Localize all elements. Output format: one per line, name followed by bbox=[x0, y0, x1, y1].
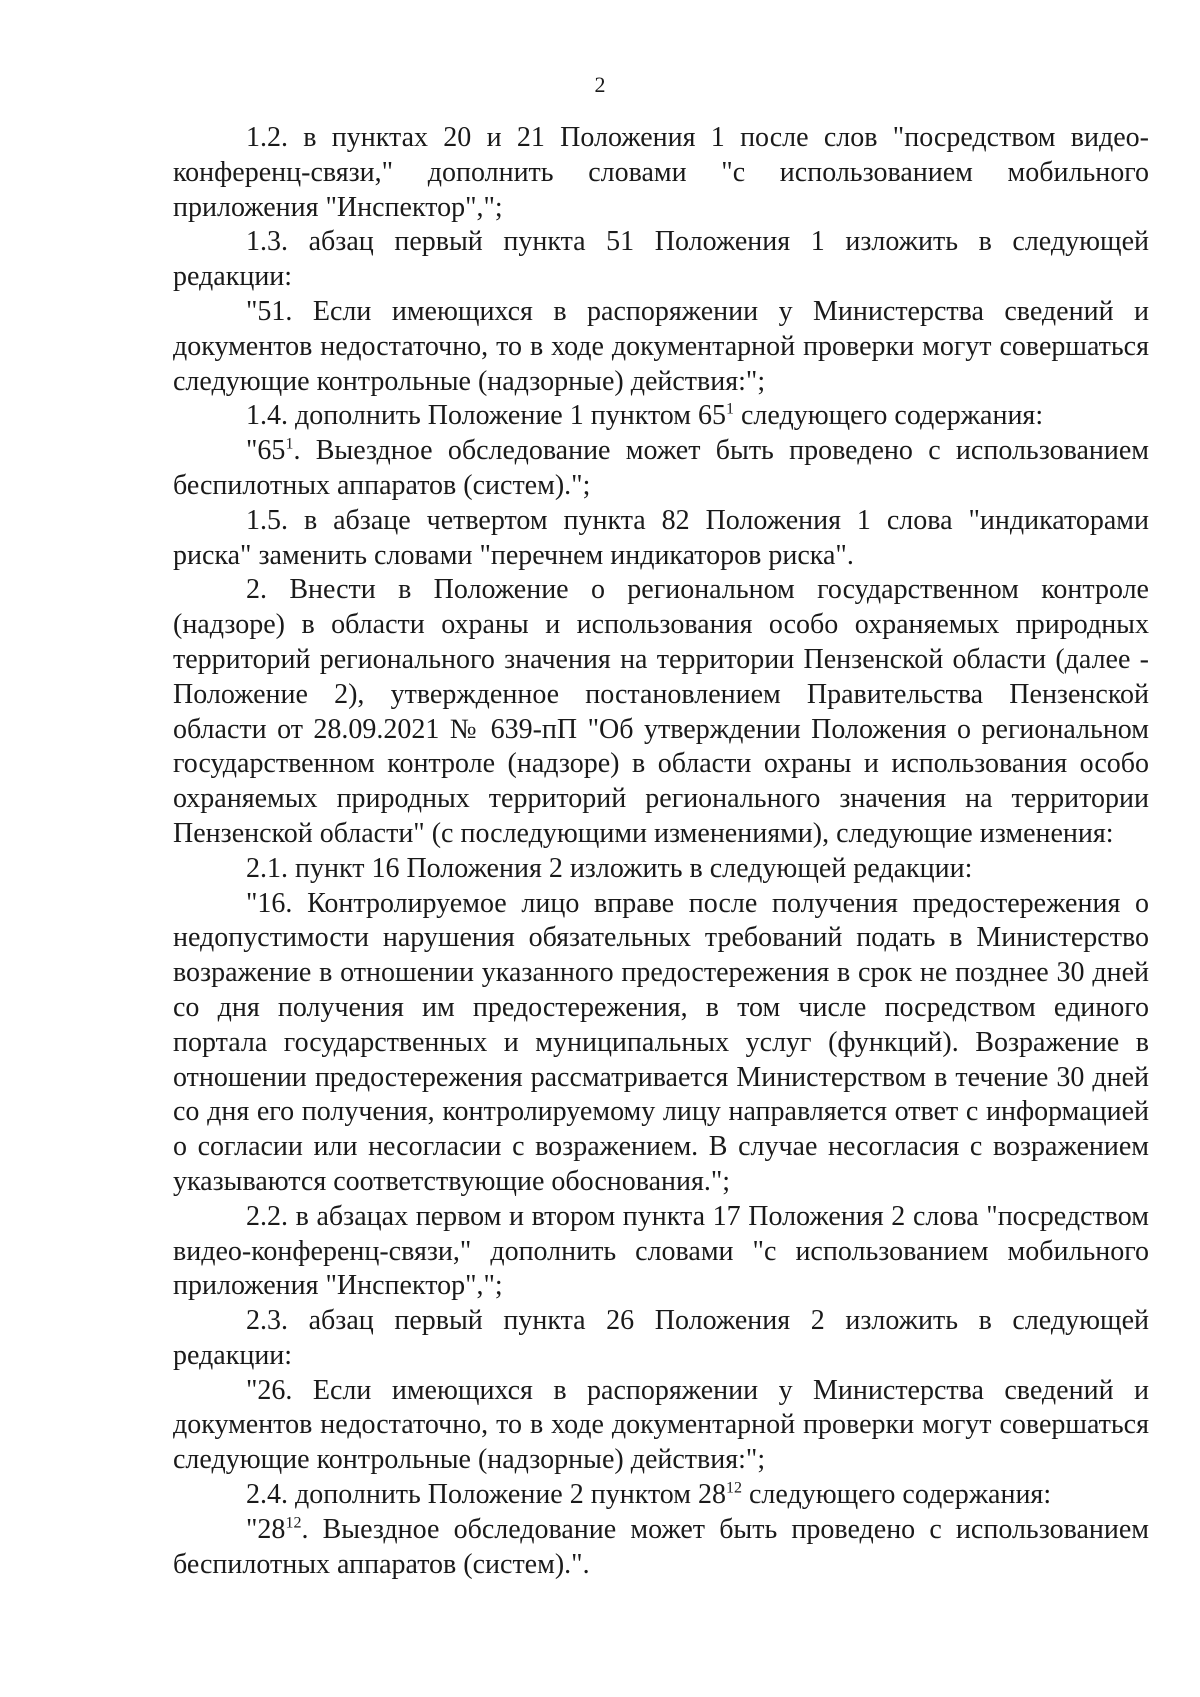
paragraph-text: . Выездное обследование может быть проведено с использованием беспилотных аппаратов (систем).". bbox=[173, 1513, 1149, 1580]
paragraph-1-2: 1.2. в пунктах 20 и 21 Положения 1 после слов "посредством видео-конференц-связи," дополнить словами "с использованием мобильного приложения "Инспектор","; bbox=[173, 122, 1149, 223]
paragraph-2-4 bbox=[173, 1478, 1149, 1513]
paragraph-1-4-quote bbox=[173, 434, 1149, 504]
paragraph-text: следующего содержания: bbox=[734, 400, 1044, 432]
paragraph-text: следующего содержания: bbox=[742, 1479, 1052, 1511]
paragraph-1-3-quote: "51. Если имеющихся в распоряжении у Министерства сведений и документов недостаточно, то в ходе документарной проверки могут совершаться следующие контрольные (надзорные) действия:"; bbox=[173, 295, 1149, 397]
document-body bbox=[173, 121, 1149, 1582]
paragraph-2-2: 2.2. в абзацах первом и втором пункта 17 Положения 2 слова "посредством видео-конференц-связи," дополнить словами "с использованием мобильного приложения "Инспектор","; bbox=[173, 1200, 1149, 1302]
paragraph-2: 2. Внести в Положение о региональном государственном контроле (надзоре) в области охраны и использования особо охраняемых природных территорий регионального значения на территории Пензенской области (далее - Положение 2), утвержденное постановлением Правительства Пензенской области от 28.09.2021 № 639-пП "Об утверждении Положения о региональном государственном контроле (надзоре) в области охраны и использования особо охраняемых природных территорий регионального значения на территории Пензенской области" (с последующими изменениями), следующие изменения: bbox=[173, 574, 1149, 849]
paragraph-2-1-quote: "16. Контролируемое лицо вправе после получения предостережения о недопустимости нарушения обязательных требований подать в Министерство возражение в отношении указанного предостережения в срок не позднее 30 дней со дня получения им предостережения, в том числе посредством единого портала государственных и муниципальных услуг (функций). Возражение в отношении предостережения рассматривается Министерством в течение 30 дней со дня его получения, контролируемому лицу направляется ответ с информацией о согласии или несогласии с возражением. В случае несогласия с возражением указываются соответствующие обоснования."; bbox=[173, 887, 1149, 1197]
paragraph-1-4 bbox=[173, 399, 1149, 434]
superscript: 12 bbox=[726, 1479, 742, 1497]
superscript: 1 bbox=[726, 401, 734, 419]
paragraph-text: "28 bbox=[246, 1513, 286, 1545]
page-number: 2 bbox=[594, 72, 606, 97]
paragraph-text: 1.4. дополнить Положение 1 пунктом 65 bbox=[246, 400, 726, 432]
paragraph-2-1: 2.1. пункт 16 Положения 2 изложить в следующей редакции: bbox=[246, 852, 973, 884]
paragraph-2-4-quote bbox=[173, 1513, 1149, 1583]
paragraph-text: "65 bbox=[246, 435, 286, 467]
paragraph-text: . Выездное обследование может быть проведено с использованием беспилотных аппаратов (систем)."; bbox=[173, 435, 1149, 501]
paragraph-2-3-quote: "26. Если имеющихся в распоряжении у Министерства сведений и документов недостаточно, то в ходе документарной проверки могут совершаться следующие контрольные (надзорные) действия:"; bbox=[173, 1374, 1149, 1476]
superscript: 12 bbox=[285, 1514, 302, 1532]
paragraph-1-3: 1.3. абзац первый пункта 51 Положения 1 изложить в следующей редакции: bbox=[173, 226, 1149, 293]
superscript: 1 bbox=[285, 435, 294, 453]
paragraph-1-5: 1.5. в абзаце четвертом пункта 82 Положения 1 слова "индикаторами риска" заменить словами "перечнем индикаторов риска". bbox=[173, 504, 1149, 571]
paragraph-2-3: 2.3. абзац первый пункта 26 Положения 2 изложить в следующей редакции: bbox=[173, 1305, 1149, 1371]
paragraph-text: 2.4. дополнить Положение 2 пунктом 28 bbox=[246, 1479, 726, 1511]
